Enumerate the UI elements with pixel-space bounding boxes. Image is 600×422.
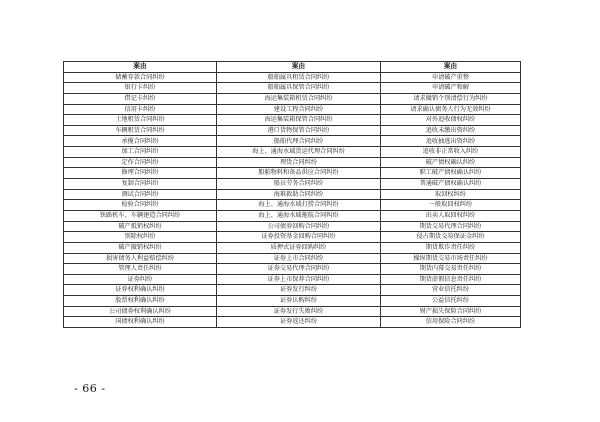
header-cell-1: 案由 bbox=[64, 62, 217, 73]
table-cell: 定作合同纠纷 bbox=[64, 157, 217, 168]
table-cell: 港口货物保管合同纠纷 bbox=[217, 125, 381, 136]
table-cell: 理货合同纠纷 bbox=[217, 157, 381, 168]
table-cell: 破产债权确认纠纷 bbox=[381, 157, 521, 168]
table-cell: 追收抽逃出资纠纷 bbox=[381, 136, 521, 147]
page-number: - 66 - bbox=[74, 382, 106, 395]
table-cell: 车辆租赁合同纠纷 bbox=[64, 125, 217, 136]
table-cell: 公司债券权利确认纠纷 bbox=[64, 306, 217, 317]
table-cell: 储蓄存款合同纠纷 bbox=[64, 72, 217, 83]
table-cell: 证券认购纠纷 bbox=[217, 296, 381, 307]
table-cell: 取回权纠纷 bbox=[381, 189, 521, 200]
table-cell: 公司债券回购合同纠纷 bbox=[217, 221, 381, 232]
table-row bbox=[64, 285, 521, 296]
case-type-table bbox=[63, 61, 521, 328]
table-row bbox=[64, 232, 521, 243]
table-cell: 海上、通海水域货运代理合同纠纷 bbox=[217, 147, 381, 158]
table-row bbox=[64, 274, 521, 285]
table-cell: 财产损失保险合同纠纷 bbox=[381, 306, 521, 317]
table-cell: 公益信托纠纷 bbox=[381, 296, 521, 307]
table-row bbox=[64, 296, 521, 307]
table-cell: 别除权纠纷 bbox=[64, 232, 217, 243]
table-cell: 出卖人取回权纠纷 bbox=[381, 210, 521, 221]
table-row bbox=[64, 93, 521, 104]
table-cell: 测试合同纠纷 bbox=[64, 189, 217, 200]
table-row bbox=[64, 157, 521, 168]
table-cell: 海运集装箱保管合同纠纷 bbox=[217, 115, 381, 126]
table-row bbox=[64, 179, 521, 190]
table-cell: 损害债务人利益赔偿纠纷 bbox=[64, 253, 217, 264]
table-cell: 修理合同纠纷 bbox=[64, 168, 217, 179]
table-row bbox=[64, 264, 521, 275]
table-cell: 海难救助合同纠纷 bbox=[217, 189, 381, 200]
table-row bbox=[64, 168, 521, 179]
table-cell: 普通破产债权确认纠纷 bbox=[381, 179, 521, 190]
table-cell: 船舶属具租赁合同纠纷 bbox=[217, 72, 381, 83]
table-row bbox=[64, 253, 521, 264]
table-cell: 申请破产和解 bbox=[381, 83, 521, 94]
table-row bbox=[64, 242, 521, 253]
table-row bbox=[64, 83, 521, 94]
table-cell: 信用保险合同纠纷 bbox=[381, 317, 521, 328]
table-row bbox=[64, 317, 521, 328]
table-cell: 船舶代理合同纠纷 bbox=[217, 136, 381, 147]
table-cell: 期货内幕交易责任纠纷 bbox=[381, 264, 521, 275]
table-cell: 证券发行失败纠纷 bbox=[217, 306, 381, 317]
header-row bbox=[64, 62, 521, 73]
header-cell-3: 案由 bbox=[381, 62, 521, 73]
table-cell: 证券上市保荐合同纠纷 bbox=[217, 274, 381, 285]
table-cell: 对外追收债权纠纷 bbox=[381, 115, 521, 126]
table-cell: 股票权利确认纠纷 bbox=[64, 296, 217, 307]
table-cell: 海上、通海水域拖航合同纠纷 bbox=[217, 210, 381, 221]
table-cell: 职工破产债权确认纠纷 bbox=[381, 168, 521, 179]
table-cell: 复制合同纠纷 bbox=[64, 179, 217, 190]
table-cell: 破产撤销权纠纷 bbox=[64, 242, 217, 253]
table-cell: 证券权利确认纠纷 bbox=[64, 285, 217, 296]
table-cell: 操纵期货交易市场责任纠纷 bbox=[381, 253, 521, 264]
table-cell: 一般取回权纠纷 bbox=[381, 200, 521, 211]
table-row bbox=[64, 104, 521, 115]
table-cell: 铁路机车、车辆建造合同纠纷 bbox=[64, 210, 217, 221]
table-cell: 借记卡纠纷 bbox=[64, 93, 217, 104]
table-cell: 追收未缴出资纠纷 bbox=[381, 125, 521, 136]
table-cell: 船舶物料和备品供应合同纠纷 bbox=[217, 168, 381, 179]
table-cell: 证券交易代理合同纠纷 bbox=[217, 264, 381, 275]
table-cell: 土地租赁合同纠纷 bbox=[64, 115, 217, 126]
table-cell: 证券返还纠纷 bbox=[217, 317, 381, 328]
table-cell: 申请破产重整 bbox=[381, 72, 521, 83]
table-cell: 银行卡纠纷 bbox=[64, 83, 217, 94]
table-cell: 海运集装箱租赁合同纠纷 bbox=[217, 93, 381, 104]
table-row bbox=[64, 136, 521, 147]
table-cell: 承揽合同纠纷 bbox=[64, 136, 217, 147]
table-row bbox=[64, 200, 521, 211]
table-cell: 管理人责任纠纷 bbox=[64, 264, 217, 275]
table-cell: 营业信托纠纷 bbox=[381, 285, 521, 296]
table-row bbox=[64, 115, 521, 126]
table-header bbox=[64, 62, 521, 73]
table-row bbox=[64, 210, 521, 221]
table-cell: 证券上市合同纠纷 bbox=[217, 253, 381, 264]
table-cell: 证券纠纷 bbox=[64, 274, 217, 285]
table-cell: 请求撤销个别清偿行为纠纷 bbox=[381, 93, 521, 104]
table-cell: 破产抵销权纠纷 bbox=[64, 221, 217, 232]
table-cell: 国债权利确认纠纷 bbox=[64, 317, 217, 328]
table-cell: 质押式证券回购纠纷 bbox=[217, 242, 381, 253]
table-cell: 期货交易代理合同纠纷 bbox=[381, 221, 521, 232]
table-cell: 海上、通海水域打捞合同纠纷 bbox=[217, 200, 381, 211]
table-row bbox=[64, 125, 521, 136]
table-cell: 船员劳务合同纠纷 bbox=[217, 179, 381, 190]
table-cell: 证券投资基金回购合同纠纷 bbox=[217, 232, 381, 243]
table-cell: 建设工程合同纠纷 bbox=[217, 104, 381, 115]
table-row bbox=[64, 72, 521, 83]
table-cell: 信用卡纠纷 bbox=[64, 104, 217, 115]
table-row bbox=[64, 306, 521, 317]
table-cell: 加工合同纠纷 bbox=[64, 147, 217, 158]
table-cell: 船舶属具保管合同纠纷 bbox=[217, 83, 381, 94]
table-row bbox=[64, 221, 521, 232]
header-cell-2: 案由 bbox=[217, 62, 381, 73]
table-cell: 期货欺诈责任纠纷 bbox=[381, 242, 521, 253]
table-cell: 检验合同纠纷 bbox=[64, 200, 217, 211]
table-cell: 证券发行纠纷 bbox=[217, 285, 381, 296]
table-row bbox=[64, 189, 521, 200]
table-row bbox=[64, 147, 521, 158]
table-cell: 侵占期货交易保证金纠纷 bbox=[381, 232, 521, 243]
table-cell: 期货虚假信息责任纠纷 bbox=[381, 274, 521, 285]
table-cell: 追收非正常收入纠纷 bbox=[381, 147, 521, 158]
table-body bbox=[64, 72, 521, 327]
table-cell: 请求确认债务人行为无效纠纷 bbox=[381, 104, 521, 115]
